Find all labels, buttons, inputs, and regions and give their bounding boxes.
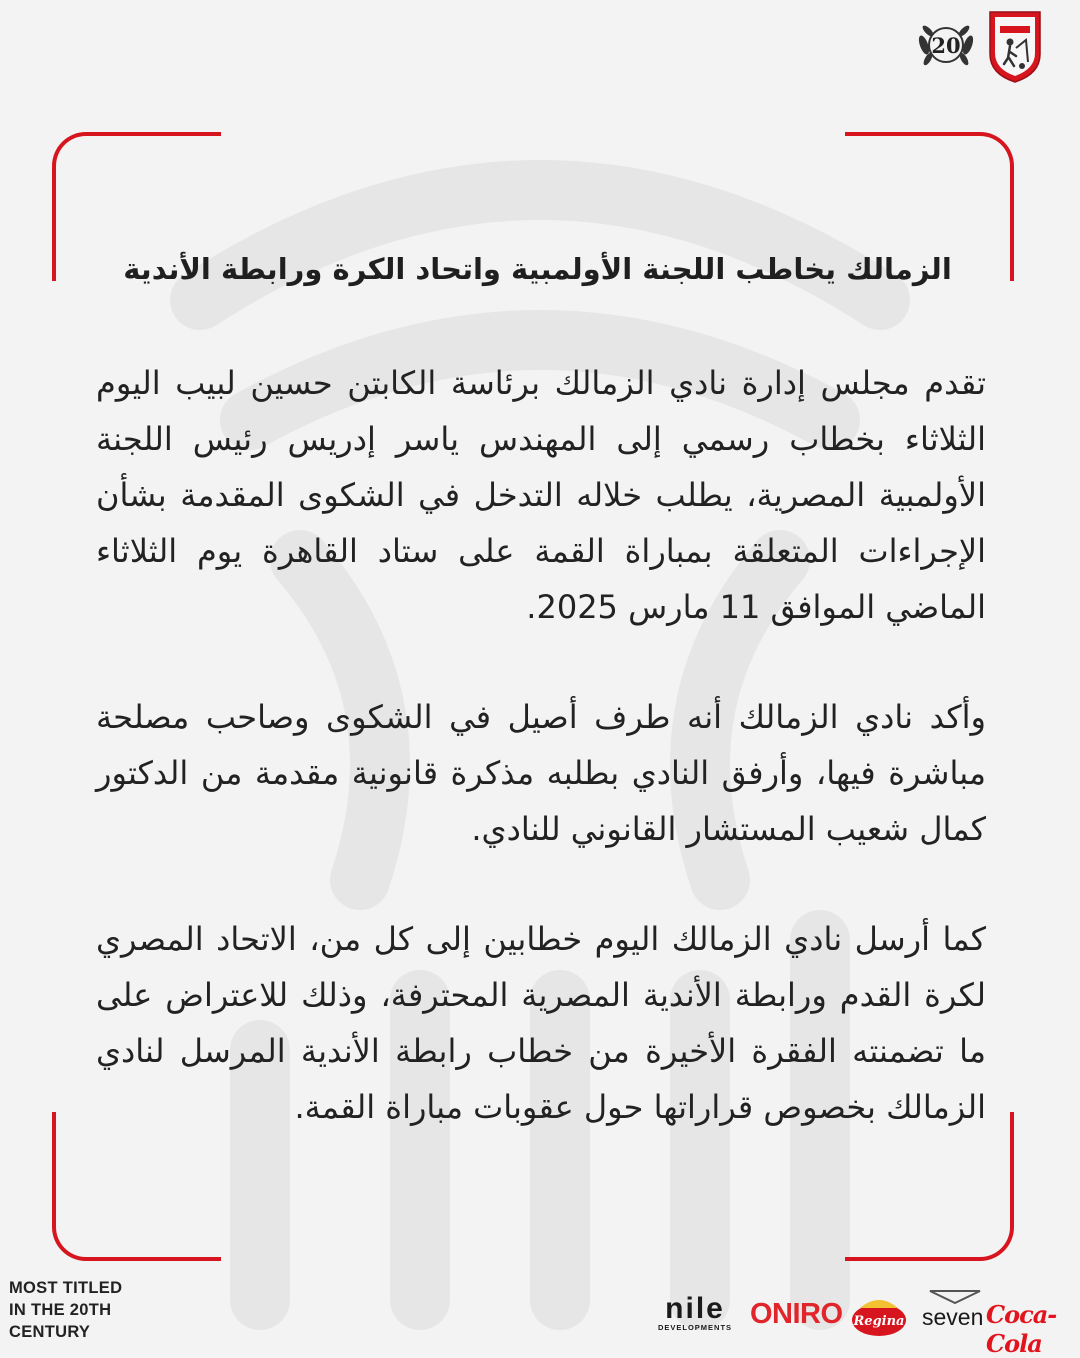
sponsor-regina-text: Regina bbox=[853, 1314, 905, 1329]
article-body bbox=[96, 355, 986, 1189]
tagline-line-1: MOST TITLED bbox=[9, 1279, 123, 1297]
badge-20-text: 20 bbox=[931, 33, 961, 58]
header-logos bbox=[914, 6, 1044, 84]
zamalek-club-logo-icon bbox=[986, 6, 1044, 84]
sponsor-seven-mark-icon bbox=[925, 1290, 985, 1304]
sponsor-cocacola-logo: Coca-Cola bbox=[986, 1300, 1057, 1358]
sponsor-seven-logo: seven bbox=[922, 1304, 984, 1330]
sponsor-regina-logo bbox=[850, 1294, 908, 1338]
article-title: الزمالك يخاطب اللجنة الأولمبية واتحاد الكرة ورابطة الأندية bbox=[123, 252, 952, 286]
paragraph-1: تقدم مجلس إدارة نادي الزمالك برئاسة الكابتن حسين لبيب اليوم الثلاثاء بخطاب رسمي إلى المهندس ياسر إدريس رئيس اللجنة الأولمبية المصرية، يطلب خلاله التدخل في الشكوى المقدمة بشأن الإجراءات المتعلقة بمباراة القمة على ستاد القاهرة يوم الثلاثاء الماضي الموافق 11 مارس 2025. bbox=[96, 364, 986, 626]
sponsor-strip bbox=[650, 1290, 1075, 1358]
tagline bbox=[9, 1277, 122, 1343]
sponsor-nile-name: nile bbox=[665, 1292, 725, 1325]
sponsor-nile-sub: DEVELOPMENTS bbox=[657, 1323, 733, 1332]
sponsor-oniro-logo: ONIRO bbox=[750, 1298, 843, 1330]
sponsor-nile-logo bbox=[650, 1292, 740, 1332]
paragraph-2: وأكد نادي الزمالك أنه طرف أصيل في الشكوى وصاحب مصلحة مباشرة فيها، وأرفق النادي بطلبه مذكرة قانونية مقدمة من الدكتور كمال شعيب المستشار القانوني للنادي. bbox=[96, 698, 986, 848]
anniversary-20-badge-icon bbox=[914, 13, 978, 77]
tagline-line-3: CENTURY bbox=[9, 1323, 91, 1341]
paragraph-3: كما أرسل نادي الزمالك اليوم خطابين إلى كل من، الاتحاد المصري لكرة القدم ورابطة الأندية المصرية المحترفة، وذلك للاعتراض على ما تضمنته الفقرة الأخيرة من خطاب رابطة الأندية المرسل لنادي الزمالك بخصوص قراراتها حول عقوبات مباراة القمة. bbox=[96, 920, 986, 1126]
tagline-line-2: IN THE 20TH bbox=[9, 1301, 112, 1319]
